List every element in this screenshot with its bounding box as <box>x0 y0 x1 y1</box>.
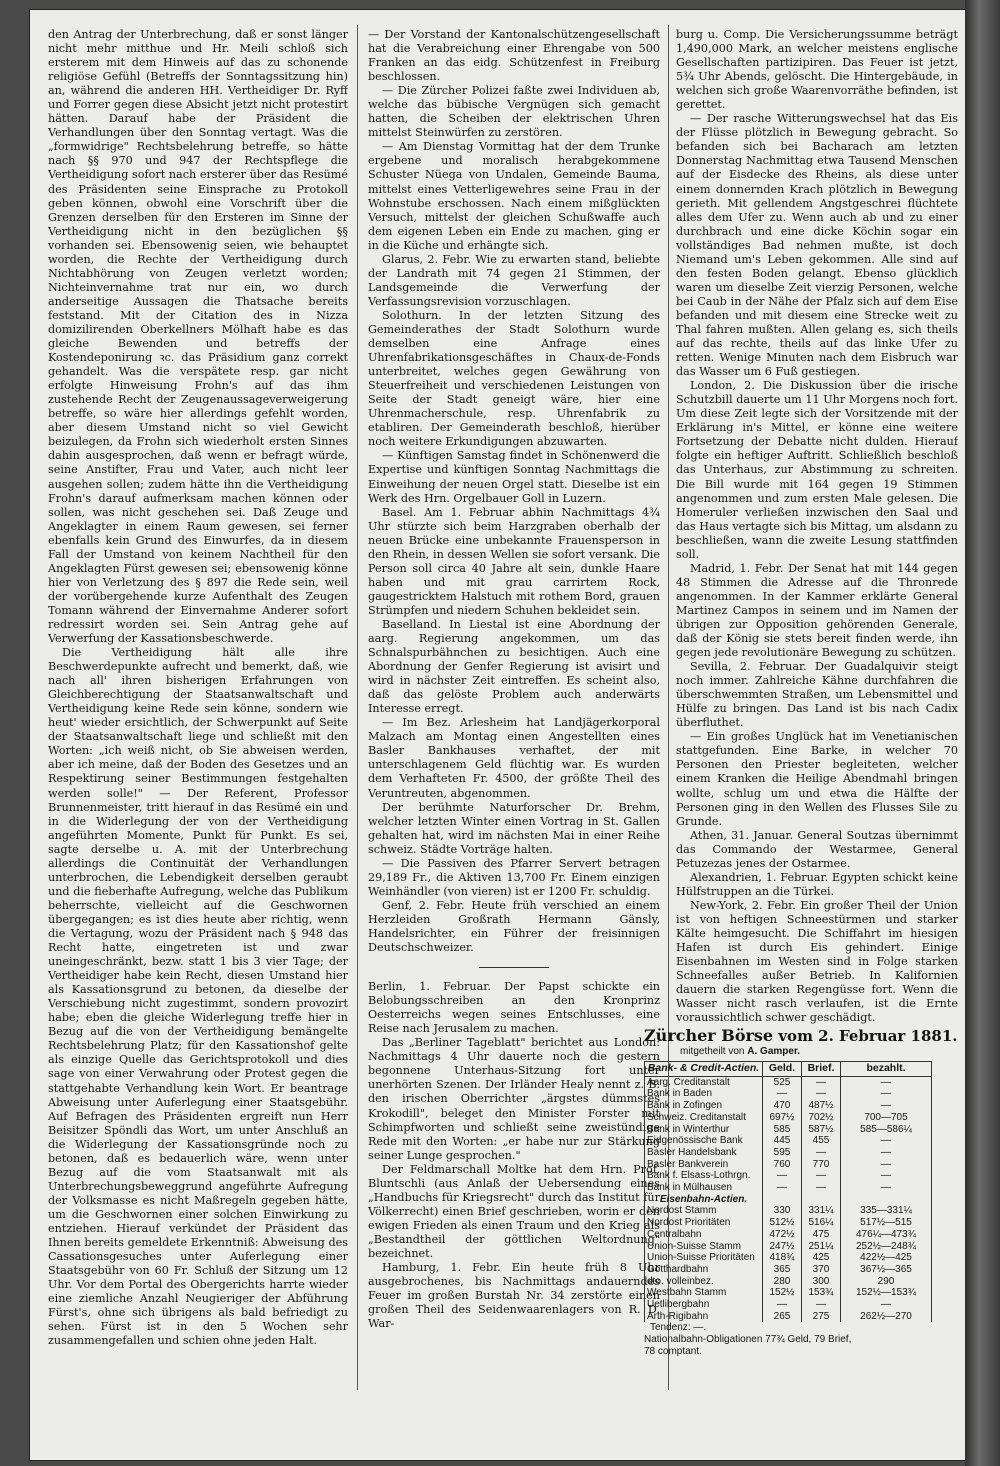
security-name: Union-Suisse Stamm <box>645 1241 763 1253</box>
brief-value: 487½ <box>802 1100 841 1112</box>
market-table <box>644 1061 932 1322</box>
table-row <box>645 1076 932 1088</box>
geld-value: 585 <box>763 1124 802 1136</box>
market-footer-1: Nationalbahn-Obligationen 77¾ Geld, 79 Brief, <box>644 1334 852 1346</box>
brief-value: 275 <box>802 1311 841 1323</box>
column-3 <box>676 28 958 1033</box>
market-title <box>644 1026 958 1045</box>
news-item: Berlin, 1. Februar. Der Papst schickte ein Belobungsschreiben an den Kronprinz Oesterreichs wegen seines Entschlusses, eine Reise nach Jerusalem zu machen. <box>368 980 660 1036</box>
news-item: — Am Dienstag Vormittag hat der dem Trunke ergebene und moralisch herabgekommene Schuster Nüega von Undalen, Gemeinde Bauma, mittelst eines Vetterligewehres seine Frau in der Wohnstube erschossen. Nach einem mißglückten Versuch, mittelst der gleichen Schußwaffe auch dem eigenen Leben ein Ende zu machen, ging er in die Küche und erhängte sich. <box>368 140 660 252</box>
brief-value: — <box>802 1299 841 1311</box>
news-item: Der berühmte Naturforscher Dr. Brehm, welcher letzten Winter einen Vortrag in St. Gallen gehalten hat, wird im nächsten Mai in einer Reihe schweiz. Städte Vorträge halten. <box>368 800 660 856</box>
brief-value: 475 <box>802 1229 841 1241</box>
bezahlt-value: — <box>841 1147 932 1159</box>
market-table-body <box>645 1076 932 1322</box>
column-1 <box>48 28 348 1388</box>
table-row <box>645 1112 932 1124</box>
security-name: Eisenbahn-Actien. <box>645 1194 763 1206</box>
geld-value: 418¾ <box>763 1252 802 1264</box>
geld-value: — <box>763 1170 802 1182</box>
brief-value: 370 <box>802 1264 841 1276</box>
table-row <box>645 1311 932 1323</box>
market-subtitle-text: mitgetheilt von <box>680 1046 745 1057</box>
column-2 <box>368 28 660 1388</box>
news-item: Madrid, 1. Febr. Der Senat hat mit 144 gegen 48 Stimmen die Adresse auf die Thronrede angenommen. In der Kammer erklärte General Martinez Campos in seinem und im Namen der übrigen zur Opposition gehörenden Generale, daß der König sie stets bereit finden werde, ihn gegen jede revolutionäre Bewegung zu schützen. <box>676 561 958 660</box>
table-row <box>645 1100 932 1112</box>
news-item: Der Feldmarschall Moltke hat dem Hrn. Prof. Bluntschli (aus Anlaß der Uebersendung eines „Handbuchs für Kriegsrecht" durch das Institut für Völkerrecht) einen Brief geschrieben, worin er den ewigen Frieden als einen Traum und den Krieg als „Bestandtheil der göttlichen Weltordnung" bezeichnet. <box>368 1162 660 1260</box>
news-item: — Künftigen Samstag findet in Schönenwerd die Expertise und künftigen Sonntag Nachmittags die Einweihung der neuen Orgel statt. Dieselbe ist ein Werk des Hrn. Orgelbauer Goll in Luzern. <box>368 449 660 505</box>
brief-value: 516¼ <box>802 1217 841 1229</box>
news-item: — Ein großes Unglück hat im Venetianischen stattgefunden. Eine Barke, in welcher 70 Personen den Priester begleiteten, welcher einem Kranken die Heilige Abendmahl bringen wollte, schlug um und etwa die Hälfte der Personen ging in den Wellen des Flusses Sile zu Grunde. <box>676 730 958 828</box>
brief-value: 770 <box>802 1159 841 1171</box>
geld-value <box>763 1194 802 1206</box>
geld-value: 247½ <box>763 1241 802 1253</box>
table-row <box>645 1124 932 1136</box>
security-name: Union-Suisse Prioritäten <box>645 1252 763 1264</box>
security-name: Bank in Mülhausen <box>645 1182 763 1194</box>
news-item: — Im Bez. Arlesheim hat Landjägerkorporal Malzach am Montag einen Angestellten eines Basler Bankhauses verhaftet, der mit unterschlagenem Geld flüchtig war. Es wurden dem Verhafteten Fr. 4500, der größte Theil des Veruntreuten, abgenommen. <box>368 716 660 800</box>
bezahlt-value: 152½—153¾ <box>841 1287 932 1299</box>
table-row <box>645 1088 932 1100</box>
security-name: Eidgenössische Bank <box>645 1135 763 1147</box>
bezahlt-value: 367½—365 <box>841 1264 932 1276</box>
security-name: Uetlibergbahn <box>645 1299 763 1311</box>
table-row <box>645 1135 932 1147</box>
geld-value: 152½ <box>763 1287 802 1299</box>
bezahlt-value: 290 <box>841 1276 932 1288</box>
col-header-geld: Geld. <box>763 1062 802 1077</box>
bezahlt-value <box>841 1194 932 1206</box>
stock-exchange-report <box>644 1026 958 1358</box>
geld-value: — <box>763 1182 802 1194</box>
table-row <box>645 1182 932 1194</box>
brief-value: 331¼ <box>802 1205 841 1217</box>
article-paragraph: Die Vertheidigung hält alle ihre Beschwerdepunkte aufrecht und bemerkt, daß, wie nach all' ihren bisherigen Erfahrungen von Gleichberechtigung der Staatsanwaltschaft und Vertheidigung keine Rede sein könne, sondern wie heut' wieder ersichtlich, der Schwerpunkt auf Seite der Staatsanwaltschaft liege und schließt mit den Worten: „ich weiß nicht, ob Sie abweisen werden, aber ich meine, daß der Boden des Gesetzes und an Respektirung seiner Bestimmungen festgehalten werden solle!" — Der Referent, Professor Brunnenmeister, tritt hierauf in das Resümé ein und in die Widerlegung der von der Vertheidigung angeführten Momente, Punkt für Punkt. Es sei, sagte derselbe u. A. mit der Unterbrechung allerdings die Continuität der Verhandlungen unterbrochen, die Lebendigkeit derselben geraubt und die fieberhafte Aufregung, welche das Publikum beherrschte, vielleicht auf die Geschwornen übergegangen; es ist dies heute aber richtig, wenn die Vertagung, wozu der Präsident nach § 948 das Recht hatte, eingetreten ist und zwar uneingeschränkt, bezw. statt 1 bis 3 vier Tage; der Vertheidiger habe kein Recht, diesen Umstand hier als Kassationsgrund zu betonen, da dieselbe der Verschiebung nicht zugestimmt, sondern provozirt habe; eben die gleiche Widerlegung treffe hier in Bezug auf die von der Vertheidigung bemängelte Rechtsbelehrung Platz; für den Kassationshof gelte als einzige Quelle das Gerichtsprotokoll und dies sage von einer Verwahrung oder Protest gegen die stattgehabte Verhandlung kein Wort. Er beantrage Abweisung unter Auferlegung einer Staatsgebühr. Auf Befragen des Präsidenten ergreift nun Herr Beisitzer Spöndli das Wort, um unter Anschluß an die Widerlegung der Kassationsgründe noch zu betonen, daß es bedauerlich wäre, wenn unter Bezug auf die vom Staatsanwalt mit als Unterbrechungsbeweggrund angeführte Aufregung der Volksmasse es nicht Maßregeln gegeben hätte, um die Geschwornen einer solchen Einwirkung zu entziehen. Hierauf verkündet der Präsident das Ihnen bereits gemeldete Erkenntniß: Abweisung des Cassationsgesuches unter Auferlegung einer Staatsgebühr von 60 Fr. Schluß der Sitzung um 12 Uhr. Vor dem Portal des Obergerichts harrte wieder eine ziemliche Anzahl Neugieriger der Abführung Fürst's, ohne sich übrigens als bald befriedigt zu sehen. Fürst ist in den 5 Wochen sehr zusammengefallen und schien ohne jeden Halt. <box>48 646 348 1348</box>
security-name: Aarg. Creditanstalt <box>645 1076 763 1088</box>
table-row <box>645 1170 932 1182</box>
security-name: Arth-Rigibahn <box>645 1311 763 1323</box>
table-row <box>645 1287 932 1299</box>
security-name: Nordost Stamm <box>645 1205 763 1217</box>
brief-value: 587½ <box>802 1124 841 1136</box>
geld-value: 697½ <box>763 1112 802 1124</box>
brief-value: 702½ <box>802 1112 841 1124</box>
brief-value <box>802 1194 841 1206</box>
news-item: burg u. Comp. Die Versicherungssumme beträgt 1,490,000 Mark, an welcher meistens englische Gesellschaften partizipiren. Das Feuer ist jetzt, 5¾ Uhr Abends, gelöscht. Die Hintergebäude, in welchen sich große Waarenvorräthe befinden, ist gerettet. <box>676 28 958 112</box>
market-title-prefix: Zürcher Börse <box>644 1026 774 1045</box>
bezahlt-value: — <box>841 1299 932 1311</box>
section-separator <box>479 967 549 968</box>
market-title-date: vom 2. Februar 1881. <box>778 1027 958 1045</box>
table-section-row <box>645 1194 932 1206</box>
security-name: Bank in Zofingen <box>645 1100 763 1112</box>
bezahlt-value: 262½—270 <box>841 1311 932 1323</box>
security-name: Westbahn Stamm <box>645 1287 763 1299</box>
security-name: Schweiz. Creditanstalt <box>645 1112 763 1124</box>
news-item: Alexandrien, 1. Februar. Egypten schickt keine Hülfstruppen an die Türkei. <box>676 870 958 898</box>
brief-value: 300 <box>802 1276 841 1288</box>
geld-value: — <box>763 1088 802 1100</box>
bezahlt-value: — <box>841 1182 932 1194</box>
page-edge-shadow <box>965 0 1000 1466</box>
brief-value: 425 <box>802 1252 841 1264</box>
security-name: Bank in Winterthur <box>645 1124 763 1136</box>
table-row <box>645 1276 932 1288</box>
security-name: Basler Handelsbank <box>645 1147 763 1159</box>
news-item: Solothurn. In der letzten Sitzung des Gemeinderathes der Stadt Solothurn wurde demselben eine Anfrage eines Uhrenfabrikationsgeschäftes in Chaux-de-Fonds unterbreitet, welches gegen Gewährung von Steuerfreiheit und verschiedenen Leistungen von Seite der Stadt geneigt wäre, hier eine Uhrenmacherschule, resp. Uhrenfabrik zu etabliren. Der Gemeinderath beschloß, hierüber noch weitere Erkundigungen abzuwarten. <box>368 308 660 449</box>
brief-value: — <box>802 1088 841 1100</box>
news-item: — Die Zürcher Polizei faßte zwei Individuen ab, welche das bübische Vergnügen sich gemacht hatten, die Scheiben der elektrischen Uhren mittelst Steinwürfen zu zerstören. <box>368 84 660 140</box>
brief-value: 153¾ <box>802 1287 841 1299</box>
bezahlt-value: — <box>841 1170 932 1182</box>
brief-value: 251¼ <box>802 1241 841 1253</box>
geld-value: 470 <box>763 1100 802 1112</box>
brief-value: — <box>802 1147 841 1159</box>
bezahlt-value: 517½—515 <box>841 1217 932 1229</box>
bezahlt-value: — <box>841 1076 932 1088</box>
table-row <box>645 1217 932 1229</box>
geld-value: 365 <box>763 1264 802 1276</box>
market-tendency: Tendenz: —. <box>650 1322 707 1334</box>
market-author: A. Gamper. <box>747 1046 801 1057</box>
article-paragraph: den Antrag der Unterbrechung, daß er sonst länger nicht mehr mitthue und Hr. Meili schloß sich ersterem mit dem Hinweis auf das zu schonende religiöse Gefühl (Betreffs der Sonntagssitzung hin) an, während die anderen HH. Vertheidiger Dr. Ryff und Forrer gegen diese Absicht jetzt nicht protestirt hätten. Darauf habe der Präsident die Verhandlungen über den Sonntag vertagt. Was die „formwidrige" Rechtsbelehrung betreffe, so hätte nach §§ 970 und 947 der Rechtspflege die Vertheidigung sofort nach ersterer über das Resümé des Präsidenten seine Einsprache zu Protokoll geben können, obwohl eine Vorschrift über die Grenzen derselben für den Ersteren im Sinne der Vertheidigung nicht in den bezüglichen §§ vorhanden sei. Ebensowenig seien, wie behauptet worden, die Rechte der Vertheidigung durch Nichtabhörung von Zeugen verletzt worden; Nichteinvernahme trat nur ein, wo durch anderseitige Aussagen die Thatsache bereits feststand. Mit der Citation des in Nizza domizilirenden Oberkellners Mölhaft habe es das gleiche Bewenden und betreffs der Kostendeponirung ꝛc. das Präsidium ganz correkt gehandelt. Was die verspätete resp. gar nicht erfolgte Hinweisung Frohn's auf das ihm zustehende Recht der Zeugenaussageverweigerung betreffe, so wäre hier allerdings gefehlt worden, aber diesem Umstand nicht so viel Gewicht beizulegen, da Frohn sich wiederholt ersten Sinnes dahin ausgesprochen, daß wenn er befragt würde, seine Anstifter, Frau und Vater, auch nicht leer ausgehen sollen; zudem hätte ihn die Vertheidigung Frohn's darauf aufmerksam machen können oder sollen, was nicht geschehen sei. Daß Zeuge und Angeklagter in einem Raum gewesen, sei ferner ebenfalls kein Grund des Einwurfes, da in diesem Fall der Umstand von keinem Nachtheil für den Angeklagten Fürst gewesen sei; ebensowenig könne hier von Verletzung des § 897 die Rede sein, weil der vorübergehende kurze Aufenthalt des Zeugen Tomann während der Einvernahme Anderer sofort redressirt worden sei. Sein Antrag gehe auf Verwerfung der Kassationsbeschwerde. <box>48 28 348 646</box>
geld-value: 760 <box>763 1159 802 1171</box>
geld-value: — <box>763 1299 802 1311</box>
security-name: Bank in Baden <box>645 1088 763 1100</box>
table-row <box>645 1159 932 1171</box>
news-item: Basel. Am 1. Februar abhin Nachmittags 4¾ Uhr stürzte sich beim Harzgraben oberhalb der neuen Brücke eine unbekannte Frauensperson in den Rhein, in dessen Wellen sie sofort versank. Die Person soll circa 40 Jahre alt sein, dunkle Haare haben und mit grau carrirtem Rock, gaugestricktem Halstuch mit rothem Bord, grauen Strümpfen und niedern Schuhen bekleidet sein. <box>368 505 660 617</box>
bezahlt-value: 700—705 <box>841 1112 932 1124</box>
column-rule <box>357 25 358 1390</box>
news-item: — Der Vorstand der Kantonalschützengesellschaft hat die Verabreichung einer Ehrengabe von 500 Franken an das eidg. Schützenfest in Freiburg beschlossen. <box>368 28 660 84</box>
geld-value: 472½ <box>763 1229 802 1241</box>
table-row <box>645 1147 932 1159</box>
news-item: Baselland. In Liestal ist eine Abordnung der aarg. Regierung angekommen, um das Schnalspurbähnchen zu besichtigen. Auch eine Abordnung der Genfer Regierung ist avisirt und wird in nächster Zeit eintreffen. Es scheint also, daß das gelöste Problem auch anderwärts Interesse erregt. <box>368 617 660 716</box>
table-row <box>645 1229 932 1241</box>
security-name: Basler Bankverein <box>645 1159 763 1171</box>
bezahlt-value: — <box>841 1159 932 1171</box>
geld-value: 595 <box>763 1147 802 1159</box>
security-name: Nordost Prioritäten <box>645 1217 763 1229</box>
geld-value: 330 <box>763 1205 802 1217</box>
table-row <box>645 1252 932 1264</box>
col-header-brief: Brief. <box>802 1062 841 1077</box>
geld-value: 512½ <box>763 1217 802 1229</box>
bezahlt-value: 252½—248¾ <box>841 1241 932 1253</box>
geld-value: 265 <box>763 1311 802 1323</box>
table-row <box>645 1241 932 1253</box>
market-subtitle <box>680 1046 934 1057</box>
news-item: Sevilla, 2. Februar. Der Guadalquivir steigt noch immer. Zahlreiche Kähne durchfahren die überschwemmten Straßen, um Lebensmittel und Hülfe zu bringen. Das Land ist bis nach Cadix überfluthet. <box>676 660 958 730</box>
brief-value: — <box>802 1170 841 1182</box>
brief-value: 455 <box>802 1135 841 1147</box>
news-item: New-York, 2. Febr. Ein großer Theil der Union ist von heftigen Schneestürmen und starker Kälte heimgesucht. Die Schiffahrt im hiesigen Hafen ist durch Eis gehindert. Einige Eisenbahnen im Westen sind in Folge starken Schneefalles außer Betrieb. In Kalifornien dauern die starken Regengüsse fort. Wenn die Wasser nicht rasch verlaufen, ist die Ernte voraussichtlich schwer geschädigt. <box>676 898 958 1025</box>
geld-value: 445 <box>763 1135 802 1147</box>
news-item: Hamburg, 1. Febr. Ein heute früh 8 Uhr ausgebrochenes, bis Nachmittags andauerndes Feuer im großen Burstah Nr. 34 zerstörte einen großen Theil des Seidenwaarenlagers von R. D. War- <box>368 1261 660 1331</box>
bezahlt-value: 335—331¼ <box>841 1205 932 1217</box>
geld-value: 280 <box>763 1276 802 1288</box>
news-item: — Die Passiven des Pfarrer Servert betragen 29,189 Fr., die Aktiven 13,700 Fr. Einem einzigen Weinhändler (von vieren) ist er 1200 Fr. schuldig. <box>368 856 660 898</box>
bezahlt-value: 422½—425 <box>841 1252 932 1264</box>
table-row <box>645 1299 932 1311</box>
brief-value: — <box>802 1076 841 1088</box>
security-name: Gotthardbahn <box>645 1264 763 1276</box>
bezahlt-value: — <box>841 1100 932 1112</box>
security-name: dto. volleinbez. <box>645 1276 763 1288</box>
brief-value: — <box>802 1182 841 1194</box>
col-header-name: Bank- & Credit-Actien. <box>645 1062 763 1077</box>
bezahlt-value: 476¼—473¾ <box>841 1229 932 1241</box>
bezahlt-value: — <box>841 1088 932 1100</box>
bezahlt-value: 585—586¼ <box>841 1124 932 1136</box>
table-row <box>645 1264 932 1276</box>
bezahlt-value: — <box>841 1135 932 1147</box>
col-header-bezahlt: bezahlt. <box>841 1062 932 1077</box>
market-footer-2: 78 comptant. <box>644 1346 702 1358</box>
security-name: Bank f. Elsass-Lothrgn. <box>645 1170 763 1182</box>
table-row <box>645 1205 932 1217</box>
news-item: Genf, 2. Febr. Heute früh verschied an einem Herzleiden Großrath Hermann Gänsly, Handelsrichter, ein Führer der freisinnigen Deutschschweizer. <box>368 898 660 955</box>
geld-value: 525 <box>763 1076 802 1088</box>
news-item: London, 2. Die Diskussion über die irische Schutzbill dauerte um 11 Uhr Morgens noch fort. Um diese Zeit legte sich der Vorsitzende mit der Erklärung in's Mittel, er könne eine weitere Fortsetzung der Debatte nicht dulden. Hierauf folgte ein heftiger Auftritt. Schließlich beschloß das Unterhaus, zur Abstimmung zu schreiten. Die Bill wurde mit 164 gegen 19 Stimmen angenommen und zum ersten Male gelesen. Die Homeruler verließen inzwischen den Saal und das Haus vertagte sich bis Mittag, um alsdann zu beschließen, wann die zweite Lesung stattfinden soll. <box>676 379 958 561</box>
news-item: Glarus, 2. Febr. Wie zu erwarten stand, beliebte der Landrath mit 74 gegen 21 Stimmen, der Landsgemeinde die Verwerfung der Verfassungsrevision vorzuschlagen. <box>368 252 660 308</box>
news-item: — Der rasche Witterungswechsel hat das Eis der Flüsse plötzlich in Bewegung gebracht. So befanden sich bei Bacharach am letzten Donnerstag Nachmittag etwa Tausend Menschen auf der Eisdecke des Rheins, als diese unter einem donnernden Krach plötzlich in Bewegung gerieth. Mit gellendem Angstgeschrei flüchtete alles dem Ufer zu. Wenn auch ab und zu einer durchbrach und eine dicke Köchin sogar ein vollständiges Bad nehmen mußte, ist doch Niemand um's Leben gekommen. Alle sind auf den festen Boden gelangt. Ebenso glücklich waren um dieselbe Zeit vierzig Personen, welche bei Caub in der Nähe der Pfalz sich auf dem Eise befanden und mit diesem eine Strecke weit zu Thal fahren mußten. Allen gelang es, sich theils auf das rechte, theils auf das linke Ufer zu retten. Wenige Minuten nach dem Eisbruch war das Wasser um 6 Fuß gestiegen. <box>676 112 958 379</box>
security-name: Centralbahn <box>645 1229 763 1241</box>
news-item: Athen, 31. Januar. General Soutzas übernimmt das Commando der Westarmee, General Petuzezas jenes der Ostarmee. <box>676 828 958 870</box>
news-item: Das „Berliner Tageblatt" berichtet aus London: Nachmittags 4 Uhr dauerte noch die gestern begonnene Unterhaus-Sitzung fort unter unerhörten Szenen. Der Irländer Healy nennt z. B. den irischen Oberrichter „ärgstes dümmstes Krokodill", beleget den Minister Forster mit Schimpfworten und schließt seine zweistündige Rede mit den Worten: „er habe nur zur Stärkung seiner Lunge gesprochen." <box>368 1036 660 1162</box>
